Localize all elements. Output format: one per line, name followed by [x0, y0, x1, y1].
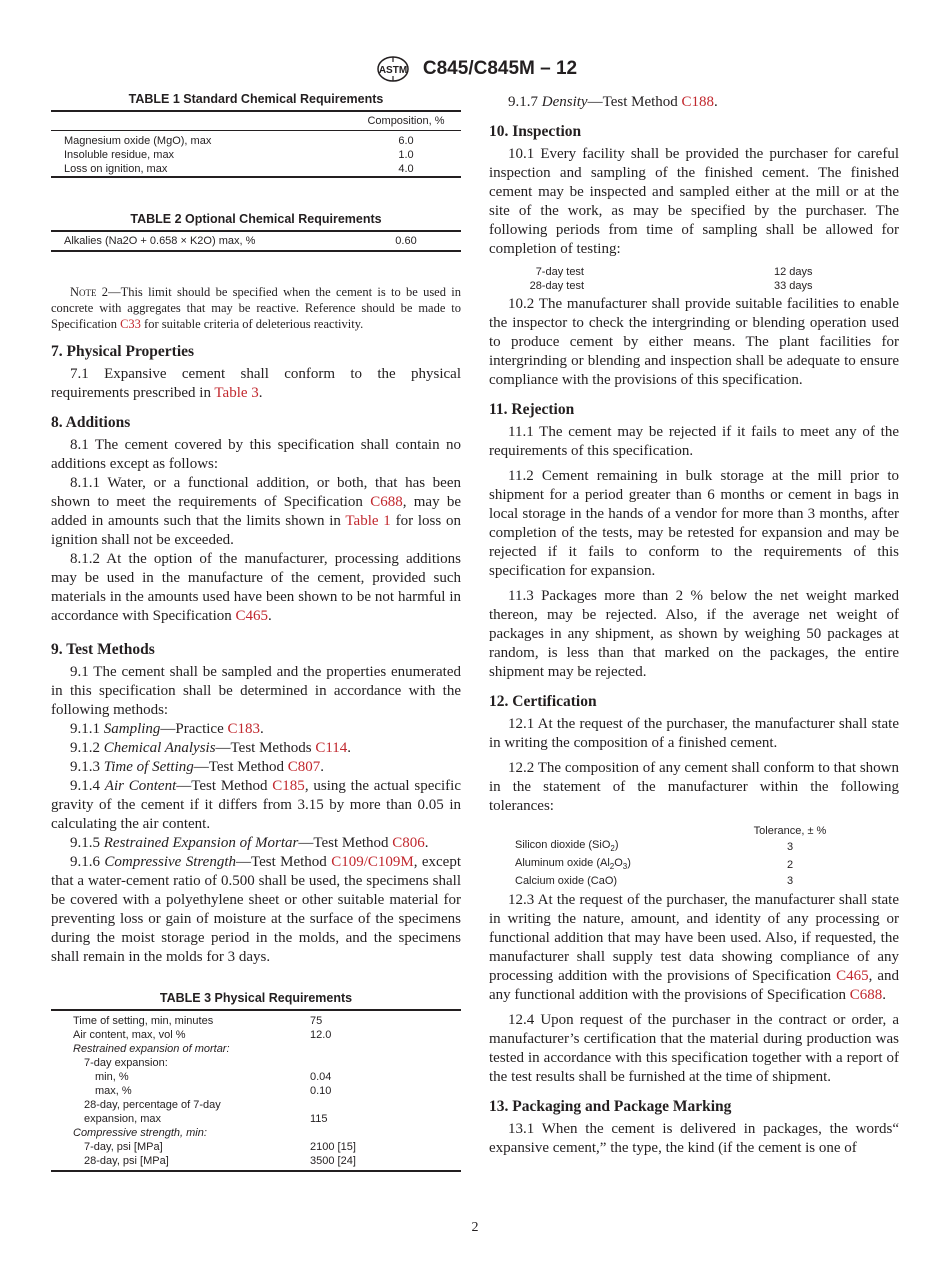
table-row	[51, 1084, 461, 1098]
paragraph-text: .	[268, 608, 272, 624]
table-cell-value: 2	[786, 859, 794, 872]
paragraph-11-1: 11.1 The cement may be rejected if it fails to meet any of the requirements of this specification.	[489, 424, 899, 459]
table-row	[489, 265, 899, 279]
table-cell-value: 12 days	[774, 266, 813, 278]
note-text: —This limit should be specified when the cement is to be used in concrete with aggregates that may be reactive. Reference should be made to Specification	[51, 285, 461, 331]
item-title: Air Content	[104, 778, 177, 794]
paragraph-8-1-2	[51, 550, 461, 626]
paragraph-12-4: 12.4 Upon request of the purchaser in the contract or order, a manufacturer’s certification that the material during production was tested in accordance with this specification together with a report of the test results shall be furnished at the time of shipment.	[489, 1012, 899, 1086]
item-title: Sampling	[103, 721, 161, 737]
table-row	[489, 279, 899, 293]
item-number: 9.1.3	[70, 759, 100, 775]
item-title: Time of Setting	[103, 759, 194, 775]
paragraph-text: , except that a water-cement ratio of 0.500 shall be used, the specimens shall be covered with a polyethylene sheet or other suitable material for preventing loss or gain of moisture at the surface of the specimens during the moist storage period in the molds, and the specimens shall remain in the molds for 3 days.	[51, 854, 461, 965]
right-column	[489, 93, 899, 1158]
table-2-title: TABLE 2 Optional Chemical Requirements	[130, 212, 382, 226]
paragraph-text: —Test Method	[176, 778, 273, 794]
paragraph-8-1: 8.1 The cement covered by this specification shall contain no additions except as follows:	[51, 437, 461, 472]
link-c465[interactable]: C465	[235, 608, 269, 624]
table-header-blank	[515, 824, 745, 838]
paragraph-text: 8.1.1 Water, or a functional addition, or both, that has been shown to meet the requirements of Specification	[51, 475, 461, 510]
table-2	[51, 212, 461, 252]
table-row	[51, 148, 461, 162]
table-cell-label: Alkalies (Na2O + 0.658 × K2O) max, %	[51, 231, 338, 251]
link-c114[interactable]: C114	[315, 740, 348, 756]
table-cell-value: 4.0	[338, 162, 461, 177]
table-cell-label: min, %	[95, 1071, 129, 1083]
paragraph-text: 8.1.2 At the option of the manufacturer, processing additions may be used in the manufacture of the cement, provided such materials in the amounts used have been shown to be not harmful in accordance with Specification	[51, 551, 461, 624]
tolerance-table	[515, 824, 835, 888]
table-cell-value	[297, 1126, 461, 1140]
table-cell-label: Aluminum oxide $(Al_2O_3)$	[515, 857, 631, 872]
table-cell-value: 0.10	[310, 1085, 332, 1097]
item-title: Compressive Strength	[104, 854, 236, 870]
paragraph-8-1-1	[51, 474, 461, 550]
table-row	[51, 231, 461, 251]
link-c33[interactable]: C33	[120, 317, 141, 331]
paragraph-9-1-4	[51, 777, 461, 834]
table-row	[51, 1010, 461, 1028]
document-designation: C845/C845M – 12	[422, 58, 578, 79]
section-10-heading: 10. Inspection	[489, 123, 582, 140]
table-cell-label: Time of setting, min, minutes	[51, 1010, 297, 1028]
paragraph-11-3: 11.3 Packages more than 2 % below the net weight marked thereon, may be rejected. Also, if the average net weight of packages in any shipment, as shown by weighing 50 packages at random, is less than that marked on the packages, the entire shipment may be rejected.	[489, 588, 899, 680]
table-cell-label: Silicon dioxide (SiO$_2$)	[515, 839, 619, 854]
link-c109-c109m[interactable]: C109/C109M	[331, 854, 414, 870]
link-c183[interactable]: C183	[227, 721, 260, 737]
item-title: Restrained Expansion of Mortar	[103, 835, 299, 851]
item-number: 9.1.5	[70, 835, 100, 851]
table-cell-value	[297, 1042, 461, 1056]
item-number: 9.1.7	[508, 94, 538, 110]
paragraph-9-1-7	[489, 93, 899, 112]
astm-logo-icon	[373, 55, 413, 83]
paragraph-text: , may be added in amounts such that the limits shown in	[51, 494, 462, 529]
paragraph-text: —Test Method	[298, 835, 393, 851]
item-number: 9.1.2	[70, 740, 100, 756]
paragraph-13-1: 13.1 When the cement is delivered in packages, the words“ expansive cement,” the type, the kind (if the cement is one of	[489, 1121, 899, 1157]
table-cell-label: 28-day test	[529, 280, 584, 292]
item-number: 9.1.6	[70, 854, 100, 870]
link-c188[interactable]: C188	[681, 94, 715, 110]
testing-periods-table	[489, 265, 899, 293]
paragraph-text: .	[714, 94, 718, 110]
section-12-heading: 12. Certification	[489, 693, 597, 710]
paragraph-text: .	[258, 385, 263, 401]
paragraph-9-1-2	[51, 739, 461, 758]
paragraph-text: .	[260, 721, 264, 737]
paragraph-text: .	[424, 835, 429, 851]
table-cell-value: 75	[297, 1010, 461, 1028]
link-table-3[interactable]: Table 3	[214, 385, 259, 401]
table-row	[51, 131, 461, 149]
table-cell-value: 12.0	[310, 1029, 332, 1041]
paragraph-text: 7.1 Expansive cement shall conform to the physical requirements prescribed in	[51, 366, 461, 401]
table-cell-label: 7-day test	[535, 266, 584, 278]
paragraph-11-2: 11.2 Cement remaining in bulk storage at the mill prior to shipment for a period greater than 6 months or cement in bags in local storage in the hands of a vendor for more than 3 months, after completion of the tests, may be retested for expansion and may be rejected if it fails to conform to the requirements of this specification for expansion.	[489, 468, 899, 579]
svg-text:ASTM: ASTM	[378, 65, 408, 76]
table-3	[51, 991, 461, 1172]
left-column	[51, 92, 461, 1172]
table-cell-value: 3	[786, 841, 794, 854]
table-1-header-blank	[51, 111, 338, 131]
paragraph-10-2: 10.2 The manufacturer shall provide suitable facilities to enable the inspector to check the intergrinding or blending operation used to produce cement by either means. The plant facilities for intergrinding or blending and inspection shall be adequate to ensure compliance with the provisions of this specification.	[489, 296, 899, 388]
table-row	[51, 1112, 461, 1126]
table-cell-label: Restrained expansion of mortar:	[73, 1043, 230, 1055]
item-title: Density	[541, 94, 588, 110]
table-row	[51, 1056, 461, 1070]
paragraph-text: .	[882, 987, 887, 1004]
paragraph-text: —Practice	[160, 721, 228, 737]
item-number: 9.1.1	[70, 721, 100, 737]
paragraph-text: for loss on ignition shall not be exceeded.	[51, 513, 461, 548]
item-number: 9.1.4	[70, 778, 100, 794]
link-c465[interactable]: C465	[836, 968, 869, 985]
table-row	[51, 1098, 461, 1112]
table-cell-label: 7-day expansion:	[84, 1057, 168, 1069]
table-3-title: TABLE 3 Physical Requirements	[159, 991, 353, 1005]
table-cell-value: 3500 [24]	[297, 1154, 461, 1171]
note-text: for suitable criteria of deleterious reactivity.	[140, 317, 364, 331]
table-cell-value: 115	[310, 1113, 328, 1125]
table-cell-value	[297, 1056, 461, 1070]
link-table-1[interactable]: Table 1	[345, 513, 391, 529]
table-cell-label: Insoluble residue, max	[64, 149, 175, 161]
table-1	[51, 92, 461, 178]
item-title: Chemical Analysis	[103, 740, 216, 756]
table-row	[51, 1028, 461, 1042]
note-2	[51, 284, 461, 332]
paragraph-text: —Test Method	[235, 854, 332, 870]
paragraph-7-1	[51, 365, 461, 403]
table-cell-label: 7-day, psi [MPa]	[84, 1141, 163, 1153]
paragraph-text: —Test Method	[193, 759, 288, 775]
table-cell-label: Calcium oxide (CaO)	[515, 875, 618, 888]
table-cell-value	[297, 1098, 461, 1112]
table-1-title: TABLE 1 Standard Chemical Requirements	[128, 92, 384, 106]
paragraph-12-2: 12.2 The composition of any cement shall conform to that shown in the statement of the manufacturer within the following tolerances:	[489, 760, 899, 814]
table-cell-value: 2100 [15]	[310, 1141, 356, 1153]
table-row	[51, 1070, 461, 1084]
section-9-heading: 9. Test Methods	[51, 641, 155, 658]
paragraph-text: —Test Methods	[215, 740, 316, 756]
table-1-column-header: Composition, %	[338, 111, 461, 131]
paragraph-text: —Test Method	[587, 94, 682, 110]
table-row	[51, 1126, 461, 1140]
section-7-heading: 7. Physical Properties	[51, 343, 195, 360]
paragraph-9-1-1	[51, 720, 461, 739]
table-row	[51, 1140, 461, 1154]
paragraph-9-1-3	[51, 758, 461, 777]
section-8-heading: 8. Additions	[51, 414, 131, 431]
link-c807[interactable]: C807	[287, 759, 321, 775]
paragraph-text: 12.3 At the request of the purchaser, the manufacturer shall state in writing the nature, amount, and identity of any processing or functional addition that may have been used. Also, if requested, the manufacturer shall supply test data showing compliance of any processing addition with the provisions of Specification	[489, 892, 899, 985]
table-cell-value: 33 days	[774, 280, 813, 292]
table-cell-value: 3	[786, 875, 794, 888]
table-row	[51, 162, 461, 177]
table-cell-label: Loss on ignition, max	[51, 162, 338, 177]
paragraph-9-1-5	[51, 834, 461, 853]
page-number: 2	[471, 1220, 479, 1235]
table-cell-label: Compressive strength, min:	[73, 1127, 207, 1139]
paragraph-text: , using the actual specific gravity of the cement if it differs from 3.15 by more than 0.05 in calculating the air content.	[51, 778, 462, 832]
section-13-heading: 13. Packaging and Package Marking	[489, 1098, 732, 1116]
table-cell-label: max, %	[95, 1085, 132, 1097]
note-label: Note 2	[70, 285, 109, 299]
table-cell-label: 28-day, percentage of 7-day	[84, 1099, 221, 1111]
paragraph-9-1: 9.1 The cement shall be sampled and the properties enumerated in this specification shall be determined in accordance with the following methods:	[51, 664, 461, 718]
table-cell-label: expansion, max	[84, 1113, 162, 1125]
table-cell-label: Magnesium oxide (MgO), max	[64, 135, 212, 147]
link-c806[interactable]: C806	[392, 835, 425, 851]
table-row	[51, 1042, 461, 1056]
section-11-heading: 11. Rejection	[489, 401, 575, 418]
link-c688[interactable]: C688	[849, 987, 883, 1004]
table-column-header: Tolerance, ± %	[753, 825, 827, 837]
paragraph-text: .	[347, 740, 352, 756]
page-header	[0, 55, 950, 85]
link-c185[interactable]: C185	[272, 778, 305, 794]
table-cell-label: Air content, max, vol %	[73, 1029, 186, 1041]
paragraph-9-1-6	[51, 853, 461, 967]
paragraph-text: , and any functional addition with the provisions of Specification	[489, 968, 899, 1004]
table-cell-label: 28-day, psi [MPa]	[51, 1154, 297, 1171]
paragraph-12-3	[489, 891, 899, 1005]
link-c688[interactable]: C688	[370, 494, 403, 510]
table-row	[515, 856, 835, 874]
table-cell-value: 6.0	[398, 135, 414, 147]
paragraph-12-1: 12.1 At the request of the purchaser, the manufacturer shall state in writing the composition of a finished cement.	[489, 716, 899, 751]
table-cell-value: 0.60	[338, 231, 461, 251]
table-row	[51, 1154, 461, 1171]
paragraph-10-1: 10.1 Every facility shall be provided the purchaser for careful inspection and sampling of the finished cement. The finished cement may be inspected and sampled either at the mill or at the site of the work, as may be specified by the purchaser. The following periods from time of sampling shall be allowed for completion of testing:	[489, 146, 899, 257]
table-row	[515, 838, 835, 856]
table-header-row	[515, 824, 835, 838]
table-cell-value: 0.04	[310, 1071, 332, 1083]
table-cell-value: 1.0	[398, 149, 414, 161]
table-row	[515, 874, 835, 888]
paragraph-text: .	[320, 759, 324, 775]
